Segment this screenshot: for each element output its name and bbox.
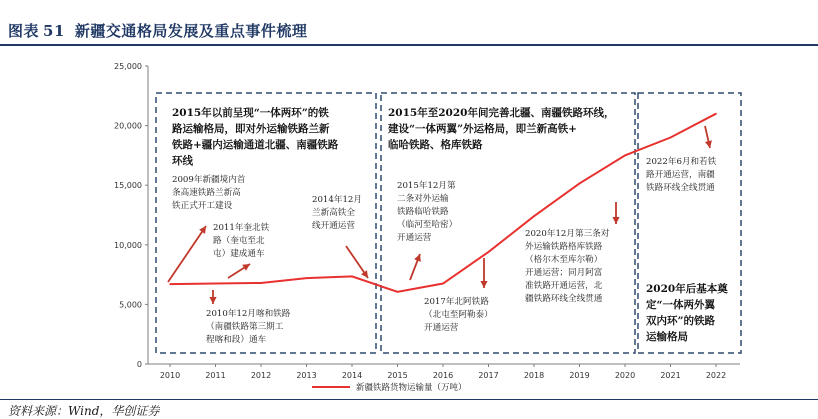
- a2022-text-line: 铁路环线全线贯通: [646, 183, 715, 193]
- data-point: [169, 283, 171, 285]
- data-point: [442, 283, 444, 285]
- a2020-text-line: 外运输铁路格库铁路: [525, 242, 603, 252]
- x-tick-label: 2018: [523, 371, 545, 380]
- x-tick-label: 2014: [341, 371, 363, 380]
- a2015-text-line: 铁路临哈铁路: [397, 207, 449, 217]
- figure-title: [8, 20, 307, 41]
- a2015-text-line: 开通运营: [397, 233, 432, 243]
- chart-area: [0, 46, 818, 398]
- a2010-text-line: （南疆铁路第三期工: [206, 322, 284, 332]
- x-tick-label: 2010: [159, 371, 181, 380]
- figure-header: [0, 0, 818, 46]
- legend-label: 新疆铁路货物运输量（万吨）: [356, 383, 467, 393]
- y-tick-label: 25,000: [114, 62, 142, 71]
- a2017-text-line: 2017年北阿铁路: [424, 297, 489, 307]
- a2014-text-line: 2014年12月: [312, 195, 362, 205]
- legend: [312, 382, 467, 393]
- phase3-title-line: 运输格局: [646, 331, 688, 343]
- x-tick-label: 2012: [250, 371, 272, 380]
- data-point: [715, 113, 717, 115]
- data-point: [579, 183, 581, 185]
- x-tick-label: 2011: [205, 371, 226, 380]
- data-point: [306, 277, 308, 279]
- phase1-title-line: 2015年以前呈现“一体两环”的铁: [172, 107, 329, 119]
- a2015-text-line: 二条对外运输: [397, 194, 449, 204]
- a2020-text-line: 疆铁路环线全线贯通: [525, 294, 603, 304]
- y-tick-label: 10,000: [114, 240, 142, 250]
- a2010-arrow-head: [209, 297, 216, 304]
- phase2-title-line: 2015年至2020年间完善北疆、南疆铁路环线，: [388, 107, 615, 119]
- a2020-text-line: 2020年12月第三条对: [525, 229, 610, 239]
- a2022-text-line: 路开通运营，南疆: [646, 170, 715, 180]
- data-point: [351, 276, 353, 278]
- data-point: [397, 291, 399, 293]
- a2011-text-line: 屯）建成通车: [213, 249, 265, 259]
- a2022-text-line: 2022年6月和若铁: [646, 157, 717, 167]
- a2017-text-line: （北屯至阿勒泰）: [424, 310, 493, 320]
- figure-label: 图表: [8, 22, 40, 40]
- data-point: [215, 283, 217, 285]
- phase3-title-line: 2020年后基本奠: [646, 283, 728, 295]
- x-tick-label: 2019: [569, 371, 590, 380]
- a2014-text-line: 线开通运营: [312, 221, 355, 231]
- x-tick-label: 2015: [387, 371, 408, 380]
- a2014-arrow-head: [361, 270, 368, 278]
- a2011-text-line: 2011年奎北铁: [213, 223, 270, 233]
- a2009-text-line: 2009年新疆境内首: [172, 175, 246, 185]
- x-tick-label: 2016: [432, 371, 454, 380]
- a2020-text-line: 开通运营；同月阿富: [525, 268, 603, 278]
- a2020-text-line: （格尔木至库尔勒）: [525, 255, 603, 265]
- a2020-arrow-head: [612, 217, 619, 224]
- x-tick-label: 2013: [296, 371, 317, 380]
- x-tick-label: 2017: [478, 371, 499, 380]
- a2015-text-line: （临河至哈密）: [397, 220, 458, 230]
- data-point: [260, 282, 262, 284]
- phase1-title-line: 路运输格局，即对外运输铁路兰新: [172, 123, 330, 135]
- figure-title-text: 新疆交通格局发展及重点事件梳理: [74, 22, 308, 40]
- phase3-title-line: 双内环”的铁路: [646, 315, 716, 327]
- a2022-arrow-head: [705, 140, 712, 148]
- a2017-text-line: 开通运营: [424, 323, 459, 333]
- phase2-title-line: 临哈铁路、格库铁路: [388, 139, 483, 151]
- x-tick-label: 2021: [660, 371, 681, 380]
- source-rule: [0, 399, 818, 400]
- a2015-text-line: 2015年12月第: [397, 181, 456, 191]
- y-tick-label: 15,000: [114, 181, 142, 191]
- data-point: [670, 137, 672, 139]
- a2011-text-line: 路（奎屯至北: [213, 236, 265, 246]
- a2017-arrow-head: [480, 281, 487, 288]
- figure-number: 51: [43, 22, 65, 40]
- x-tick-label: 2020: [614, 371, 636, 380]
- phase3-box: [638, 93, 741, 353]
- phase2-title-line: 建设“一体两翼”外运格局，即兰新高铁+: [388, 123, 577, 135]
- phase1-title-line: 环线: [172, 155, 193, 167]
- y-tick-label: 0: [136, 360, 142, 369]
- y-tick-label: 5,000: [119, 300, 142, 310]
- phase1-title-line: 铁路+疆内运输通道北疆、南疆铁路: [172, 139, 339, 151]
- a2010-text-line: 程喀和段）通车: [206, 335, 267, 345]
- source-note: 资料来源：Wind，华创证券: [8, 404, 160, 418]
- data-point: [624, 155, 626, 157]
- a2009-text-line: 铁正式开工建设: [172, 201, 233, 211]
- a2009-text-line: 条高速铁路兰新高: [172, 188, 241, 198]
- x-tick-label: 2022: [705, 371, 727, 380]
- a2014-text-line: 兰新高铁全: [312, 208, 355, 218]
- data-point: [533, 215, 535, 217]
- data-point: [488, 251, 490, 253]
- a2009-arrow-shaft: [168, 226, 206, 282]
- y-tick-label: 20,000: [114, 121, 142, 131]
- a2010-text-line: 2010年12月喀和铁路: [206, 309, 291, 319]
- phase3-title-line: 定“一体两外翼: [646, 299, 716, 311]
- a2020-text-line: 准铁路开通运营，北: [525, 281, 603, 291]
